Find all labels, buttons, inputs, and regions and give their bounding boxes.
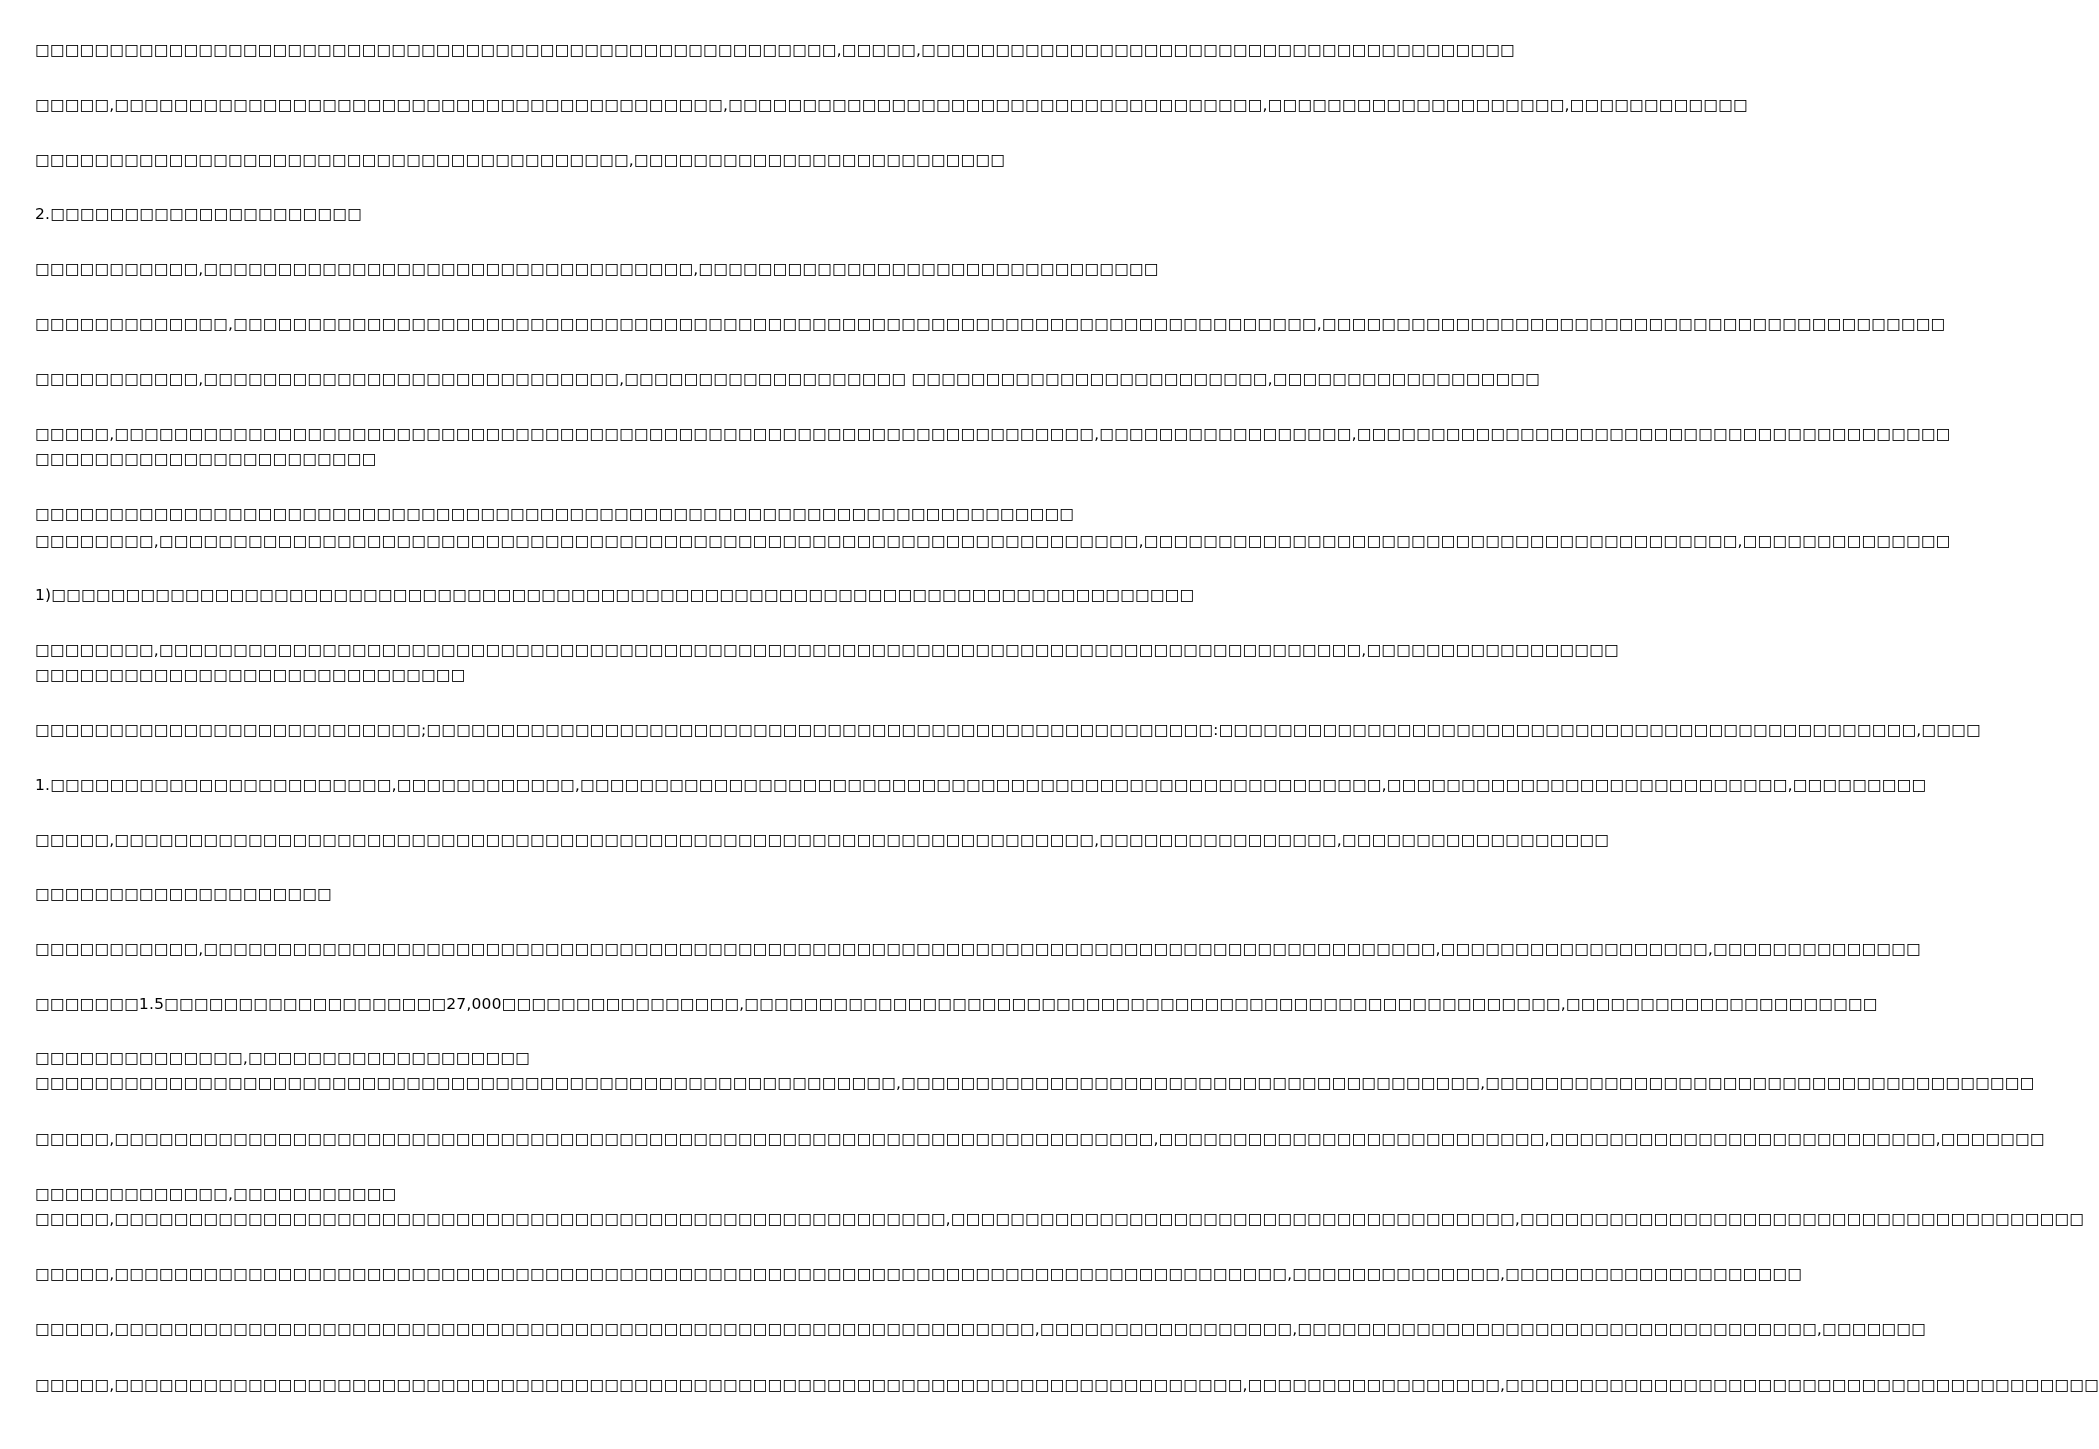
text-line-5: □□□□□□□□□□□,□□□□□□□□□□□□□□□□□□□□□□□□□□□□□□□□□,□□□□□□□□□□□□□□□□□□□□□□□□□□□□□□□ [35, 260, 1159, 278]
text-line-12: 1)□□□□□□□□□□□□□□□□□□□□□□□□□□□□□□□□□□□□□□□□□□□□□□□□□□□□□□□□□□□□□□□□□□□□□□□□□□□□□ [35, 586, 1195, 604]
text-line-1: □□□□□□□□□□□□□□□□□□□□□□□□□□□□□□□□□□□□□□□□□□□□□□□□□□□□□□,□□□□□,□□□□□□□□□□□□□□□□□□□□□□□□□□□□□□□□□□□□□□□□ [35, 41, 1515, 59]
text-line-21: □□□□□□□□□□□□□□,□□□□□□□□□□□□□□□□□□□ [35, 1049, 531, 1067]
text-line-25: □□□□□,□□□□□□□□□□□□□□□□□□□□□□□□□□□□□□□□□□□□□□□□□□□□□□□□□□□□□□□□,□□□□□□□□□□□□□□□□□□□□□□□□□□□□□□□□□□□□□□,□□□□□□□□□□□□□□□□□□□□□□□□□□□□□□□□□□□□□□ [35, 1210, 2085, 1228]
text-line-3: □□□□□□□□□□□□□□□□□□□□□□□□□□□□□□□□□□□□□□□□,□□□□□□□□□□□□□□□□□□□□□□□□□ [35, 151, 1006, 169]
text-line-14: □□□□□□□□□□□□□□□□□□□□□□□□□□□□□ [35, 666, 466, 684]
text-line-4: 2.□□□□□□□□□□□□□□□□□□□□□ [35, 205, 362, 223]
text-line-19: □□□□□□□□□□□,□□□□□□□□□□□□□□□□□□□□□□□□□□□□□□□□□□□□□□□□□□□□□□□□□□□□□□□□□□□□□□□□□□□□□□□□□□□□□□□□□□□,□□□□□□□□□□□□□□□□□□,□□□□□□□□□□□□□□ [35, 940, 1921, 958]
text-line-15: □□□□□□□□□□□□□□□□□□□□□□□□□□;□□□□□□□□□□□□□□□□□□□□□□□□□□□□□□□□□□□□□□□□□□□□□□□□□□□□□:□□□□□□□□□□□□□□□□□□□□□□□□□□□□□□□□□□□□□□□□□□□□□□□,□□□□ [35, 721, 1981, 739]
text-line-23: □□□□□,□□□□□□□□□□□□□□□□□□□□□□□□□□□□□□□□□□□□□□□□□□□□□□□□□□□□□□□□□□□□□□□□□□□□□□,□□□□□□□□□□□□□□□□□□□□□□□□□□,□□□□□□□□□□□□□□□□□□□□□□□□□□,□□□□□□□ [35, 1130, 2045, 1148]
text-line-27: □□□□□,□□□□□□□□□□□□□□□□□□□□□□□□□□□□□□□□□□□□□□□□□□□□□□□□□□□□□□□□□□□□□□,□□□□□□□□□□□□□□□□□,□□□□□□□□□□□□□□□□□□□□□□□□□□□□□□□□□□□,□□□□□□□ [35, 1320, 1926, 1338]
text-line-8: □□□□□,□□□□□□□□□□□□□□□□□□□□□□□□□□□□□□□□□□□□□□□□□□□□□□□□□□□□□□□□□□□□□□□□□□,□□□□□□□□□□□□□□□□□,□□□□□□□□□□□□□□□□□□□□□□□□□□□□□□□□□□□□□□□□ [35, 425, 1951, 443]
text-line-17: □□□□□,□□□□□□□□□□□□□□□□□□□□□□□□□□□□□□□□□□□□□□□□□□□□□□□□□□□□□□□□□□□□□□□□□□,□□□□□□□□□□□□□□□□,□□□□□□□□□□□□□□□□□□ [35, 831, 1610, 849]
text-line-6: □□□□□□□□□□□□□,□□□□□□□□□□□□□□□□□□□□□□□□□□□□□□□□□□□□□□□□□□□□□□□□□□□□□□□□□□□□□□□□□□□□□□□□□,□□□□□□□□□□□□□□□□□□□□□□□□□□□□□□□□□□□□□□□□□□ [35, 315, 1946, 333]
text-line-9: □□□□□□□□□□□□□□□□□□□□□□□ [35, 450, 377, 468]
text-line-18: □□□□□□□□□□□□□□□□□□□□ [35, 885, 332, 903]
text-line-28: □□□□□,□□□□□□□□□□□□□□□□□□□□□□□□□□□□□□□□□□□□□□□□□□□□□□□□□□□□□□□□□□□□□□□□□□□□□□□□□□□□,□□□□□□□□□□□□□□□□□,□□□□□□□□□□□□□□□□□□□□□□□□□□□□□□□□□□□□□□□□ [35, 1376, 2099, 1394]
text-line-10: □□□□□□□□□□□□□□□□□□□□□□□□□□□□□□□□□□□□□□□□□□□□□□□□□□□□□□□□□□□□□□□□□□□□□□ [35, 505, 1075, 523]
text-line-24: □□□□□□□□□□□□□,□□□□□□□□□□□ [35, 1185, 397, 1203]
text-line-22: □□□□□□□□□□□□□□□□□□□□□□□□□□□□□□□□□□□□□□□□□□□□□□□□□□□□□□□□□□,□□□□□□□□□□□□□□□□□□□□□□□□□□□□□□□□□□□□□□□,□□□□□□□□□□□□□□□□□□□□□□□□□□□□□□□□□□□□□ [35, 1074, 2035, 1092]
text-line-20: □□□□□□□1.5□□□□□□□□□□□□□□□□□□□27,000□□□□□□□□□□□□□□□□,□□□□□□□□□□□□□□□□□□□□□□□□□□□□□□□□□□□□□□□□□□□□□□□□□□□□□□□,□□□□□□□□□□□□□□□□□□□□□ [35, 995, 1878, 1013]
document-body [35, 0, 2099, 1449]
text-line-16: 1.□□□□□□□□□□□□□□□□□□□□□□□,□□□□□□□□□□□□,□□□□□□□□□□□□□□□□□□□□□□□□□□□□□□□□□□□□□□□□□□□□□□□□□□□□□□,□□□□□□□□□□□□□□□□□□□□□□□□□□□,□□□□□□□□□ [35, 776, 1927, 794]
text-line-7: □□□□□□□□□□□,□□□□□□□□□□□□□□□□□□□□□□□□□□□□,□□□□□□□□□□□□□□□□□□□ □□□□□□□□□□□□□□□□□□□□□□□□,□□□□□□□□□□□□□□□□□□ [35, 370, 1540, 388]
text-line-11: □□□□□□□□,□□□□□□□□□□□□□□□□□□□□□□□□□□□□□□□□□□□□□□□□□□□□□□□□□□□□□□□□□□□□□□□□□□,□□□□□□□□□□□□□□□□□□□□□□□□□□□□□□□□□□□□□□□□,□□□□□□□□□□□□□□ [35, 532, 1951, 550]
text-line-13: □□□□□□□□,□□□□□□□□□□□□□□□□□□□□□□□□□□□□□□□□□□□□□□□□□□□□□□□□□□□□□□□□□□□□□□□□□□□□□□□□□□□□□□□□□,□□□□□□□□□□□□□□□□□ [35, 641, 1619, 659]
text-line-2: □□□□□,□□□□□□□□□□□□□□□□□□□□□□□□□□□□□□□□□□□□□□□□□,□□□□□□□□□□□□□□□□□□□□□□□□□□□□□□□□□□□□,□□□□□□□□□□□□□□□□□□□□,□□□□□□□□□□□□ [35, 96, 1748, 114]
text-line-26: □□□□□,□□□□□□□□□□□□□□□□□□□□□□□□□□□□□□□□□□□□□□□□□□□□□□□□□□□□□□□□□□□□□□□□□□□□□□□□□□□□□□□,□□□□□□□□□□□□□□,□□□□□□□□□□□□□□□□□□□□ [35, 1265, 1803, 1283]
